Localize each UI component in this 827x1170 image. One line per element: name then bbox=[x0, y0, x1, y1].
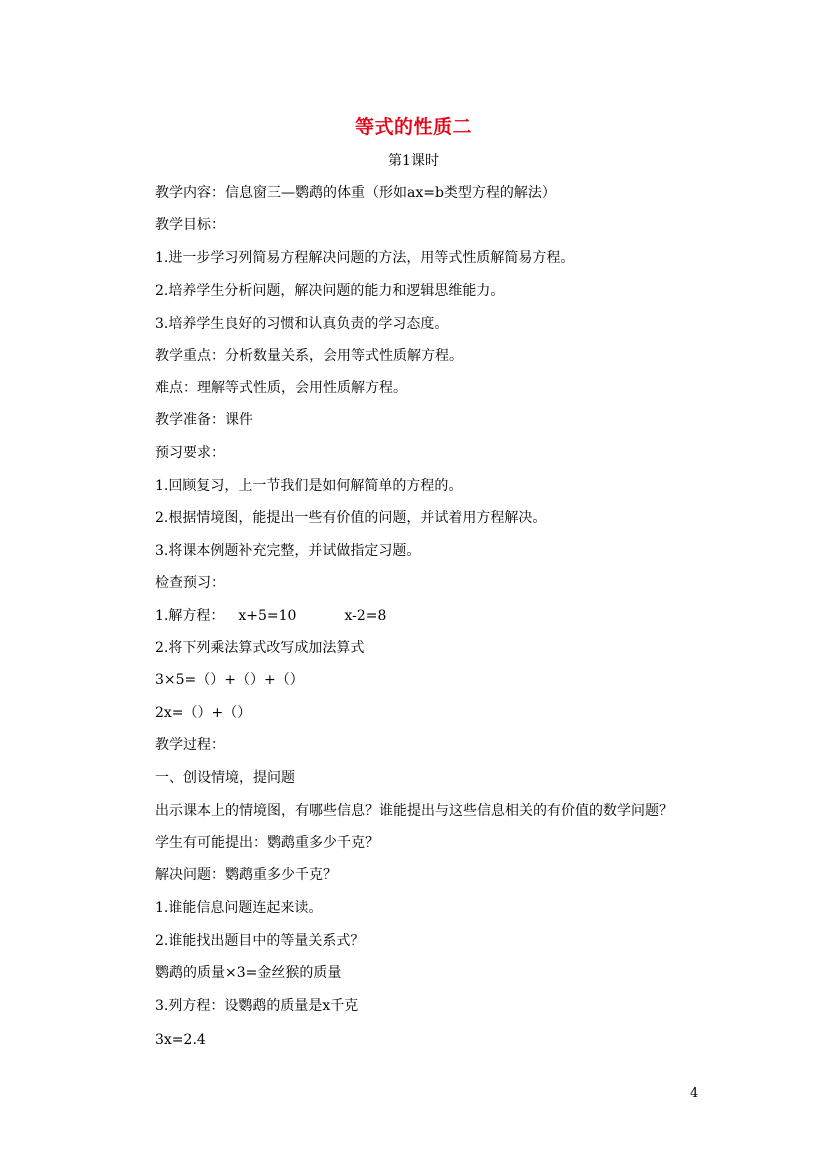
step-2: 2.谁能找出题目中的等量关系式？ bbox=[155, 933, 365, 949]
teaching-goals-heading: 教学目标： bbox=[155, 217, 225, 233]
solve-equations-row bbox=[155, 607, 386, 625]
goal-item-2: 2.培养学生分析问题，解决问题的能力和逻辑思维能力。 bbox=[155, 283, 505, 299]
preview-requirements-heading: 预习要求： bbox=[155, 445, 225, 461]
teaching-process-heading: 教学过程： bbox=[155, 737, 225, 753]
lesson-subtitle: 第1课时 bbox=[388, 153, 439, 169]
equation-1: x+5=10 bbox=[238, 608, 297, 624]
document-title: 等式的性质二 bbox=[354, 116, 472, 138]
page-number: 4 bbox=[690, 1086, 699, 1101]
step-3: 3.列方程：设鹦鹉的质量是x千克 bbox=[155, 998, 359, 1014]
equivalence-relation: 鹦鹉的质量×3=金丝猴的质量 bbox=[155, 965, 342, 981]
solve-problem: 解决问题：鹦鹉重多少千克？ bbox=[155, 867, 337, 883]
show-scene-prompt: 出示课本上的情境图，有哪些信息？谁能提出与这些信息相关的有价值的数学问题？ bbox=[155, 803, 673, 819]
teaching-content: 教学内容：信息窗三—鹦鹉的体重（形如ax=b类型方程的解法） bbox=[155, 185, 556, 201]
difficult-point: 难点：理解等式性质，会用性质解方程。 bbox=[155, 380, 407, 396]
key-point: 教学重点：分析数量关系，会用等式性质解方程。 bbox=[155, 348, 463, 364]
goal-item-1: 1.进一步学习列简易方程解决问题的方法，用等式性质解简易方程。 bbox=[155, 250, 575, 266]
student-question: 学生有可能提出：鹦鹉重多少千克？ bbox=[155, 835, 379, 851]
preview-item-2: 2.根据情境图，能提出一些有价值的问题，并试着用方程解决。 bbox=[155, 510, 547, 526]
step-1: 1.谁能信息问题连起来读。 bbox=[155, 900, 323, 916]
teaching-preparation: 教学准备：课件 bbox=[155, 412, 253, 428]
rewrite-instruction: 2.将下列乘法算式改写成加法算式 bbox=[155, 640, 365, 656]
multiplication-rewrite-2: 2x=（）+（） bbox=[155, 705, 252, 721]
check-preview-heading: 检查预习： bbox=[155, 575, 225, 591]
preview-item-3: 3.将课本例题补充完整，并试做指定习题。 bbox=[155, 543, 421, 559]
equation-2: x-2=8 bbox=[344, 608, 387, 624]
section-1-heading: 一、创设情境，提问题 bbox=[155, 770, 295, 786]
equation-result: 3x=2.4 bbox=[155, 1032, 206, 1048]
preview-item-1: 1.回顾复习，上一节我们是如何解简单的方程的。 bbox=[155, 478, 463, 494]
goal-item-3: 3.培养学生良好的习惯和认真负责的学习态度。 bbox=[155, 316, 449, 332]
solve-equations-label: 1.解方程： bbox=[155, 608, 225, 624]
multiplication-rewrite-1: 3×5=（）+（）+（） bbox=[155, 672, 304, 688]
